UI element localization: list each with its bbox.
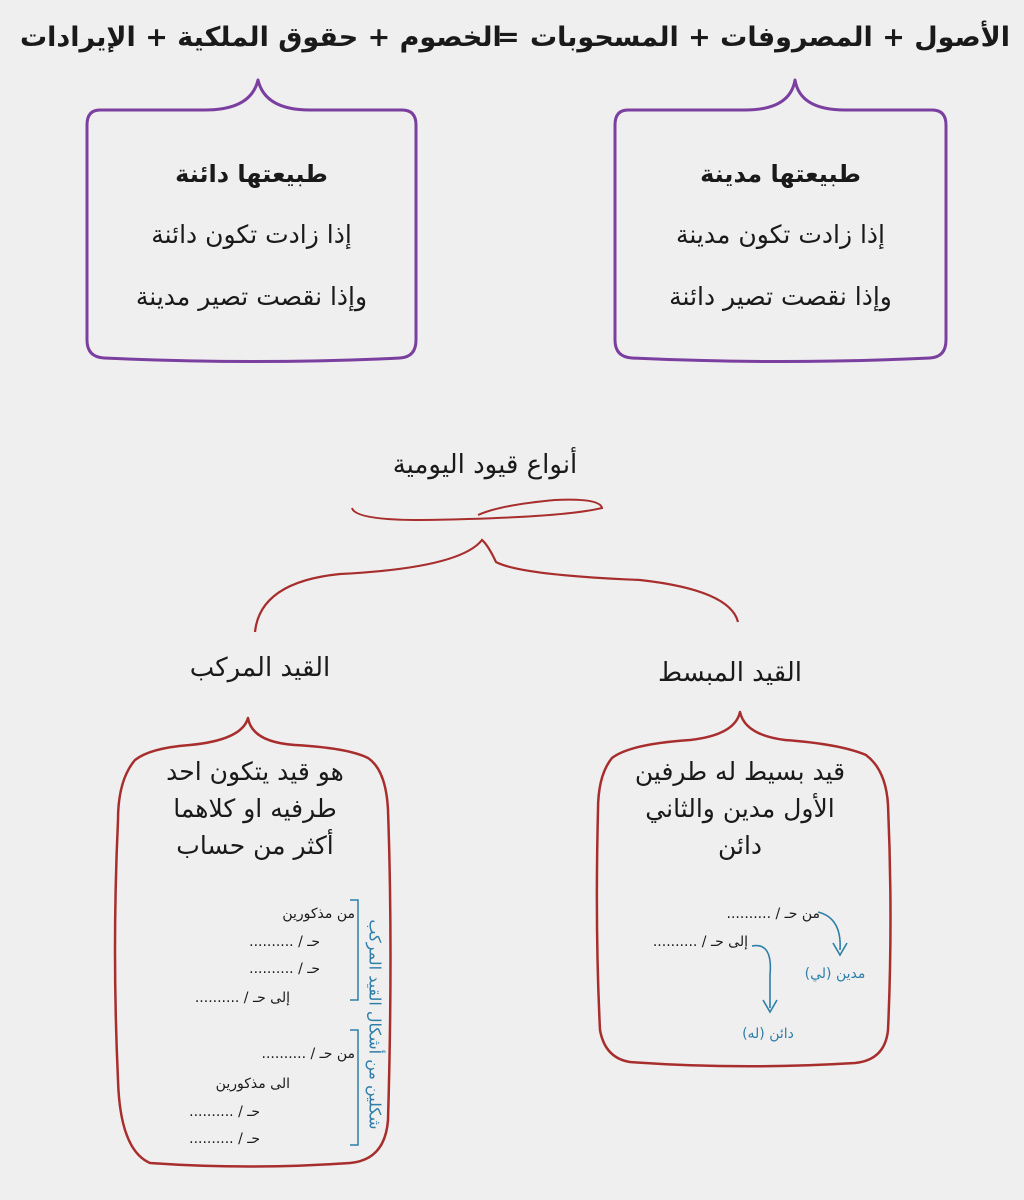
equation-left: الأصول + المصروفات + المسحوبات	[530, 22, 1011, 53]
form2-line: حـ / ..........	[189, 1131, 260, 1147]
credit-arrow	[752, 946, 770, 1008]
form2-line: حـ / ..........	[189, 1104, 260, 1120]
split-brace	[255, 540, 738, 632]
debit-box-title: طبيعتها مدينة	[700, 160, 861, 188]
equals-sign: =	[497, 22, 520, 53]
credit-box-line2: وإذا نقصت تصير مدينة	[135, 282, 368, 311]
simple-from-line: من حـ / ..........	[726, 906, 820, 922]
credit-note: دائن (له)	[742, 1026, 794, 1042]
equation-right: الخصوم + حقوق الملكية + الإيرادات	[20, 22, 502, 53]
form1-line: حـ / ..........	[249, 961, 320, 977]
debit-box-line1: إذا زادت تكون مدينة	[675, 220, 885, 249]
form2-line: من حـ / ..........	[261, 1046, 355, 1062]
form1-line: من مذكورين	[282, 906, 355, 922]
credit-box-title: طبيعتها دائنة	[175, 160, 328, 188]
form1-line: حـ / ..........	[249, 934, 320, 950]
compound-entry-description: هو قيد يتكون احد طرفيه او كلاهما أكثر من حساب	[166, 757, 344, 860]
simple-entry-description: قيد بسيط له طرفين الأول مدين والثاني دائن	[634, 757, 846, 860]
debit-arrow	[818, 912, 840, 950]
simple-entry-title: القيد المبسط	[658, 658, 802, 688]
journal-heading: أنواع قيود اليومية	[392, 450, 578, 480]
form1-line: إلى حـ / ..........	[194, 990, 290, 1006]
debit-box-line2: وإذا نقصت تصير دائنة	[669, 282, 892, 311]
heading-brace	[352, 500, 602, 520]
form2-line: الى مذكورين	[215, 1076, 290, 1092]
compound-entry-title: القيد المركب	[189, 653, 331, 683]
debit-note: مدين (لي)	[804, 966, 866, 982]
compound-side-note: شكلين من أشكال القيد المركب	[365, 919, 385, 1130]
simple-to-line: إلى حـ / ..........	[652, 934, 748, 950]
credit-box-line1: إذا زادت تكون دائنة	[151, 220, 352, 249]
